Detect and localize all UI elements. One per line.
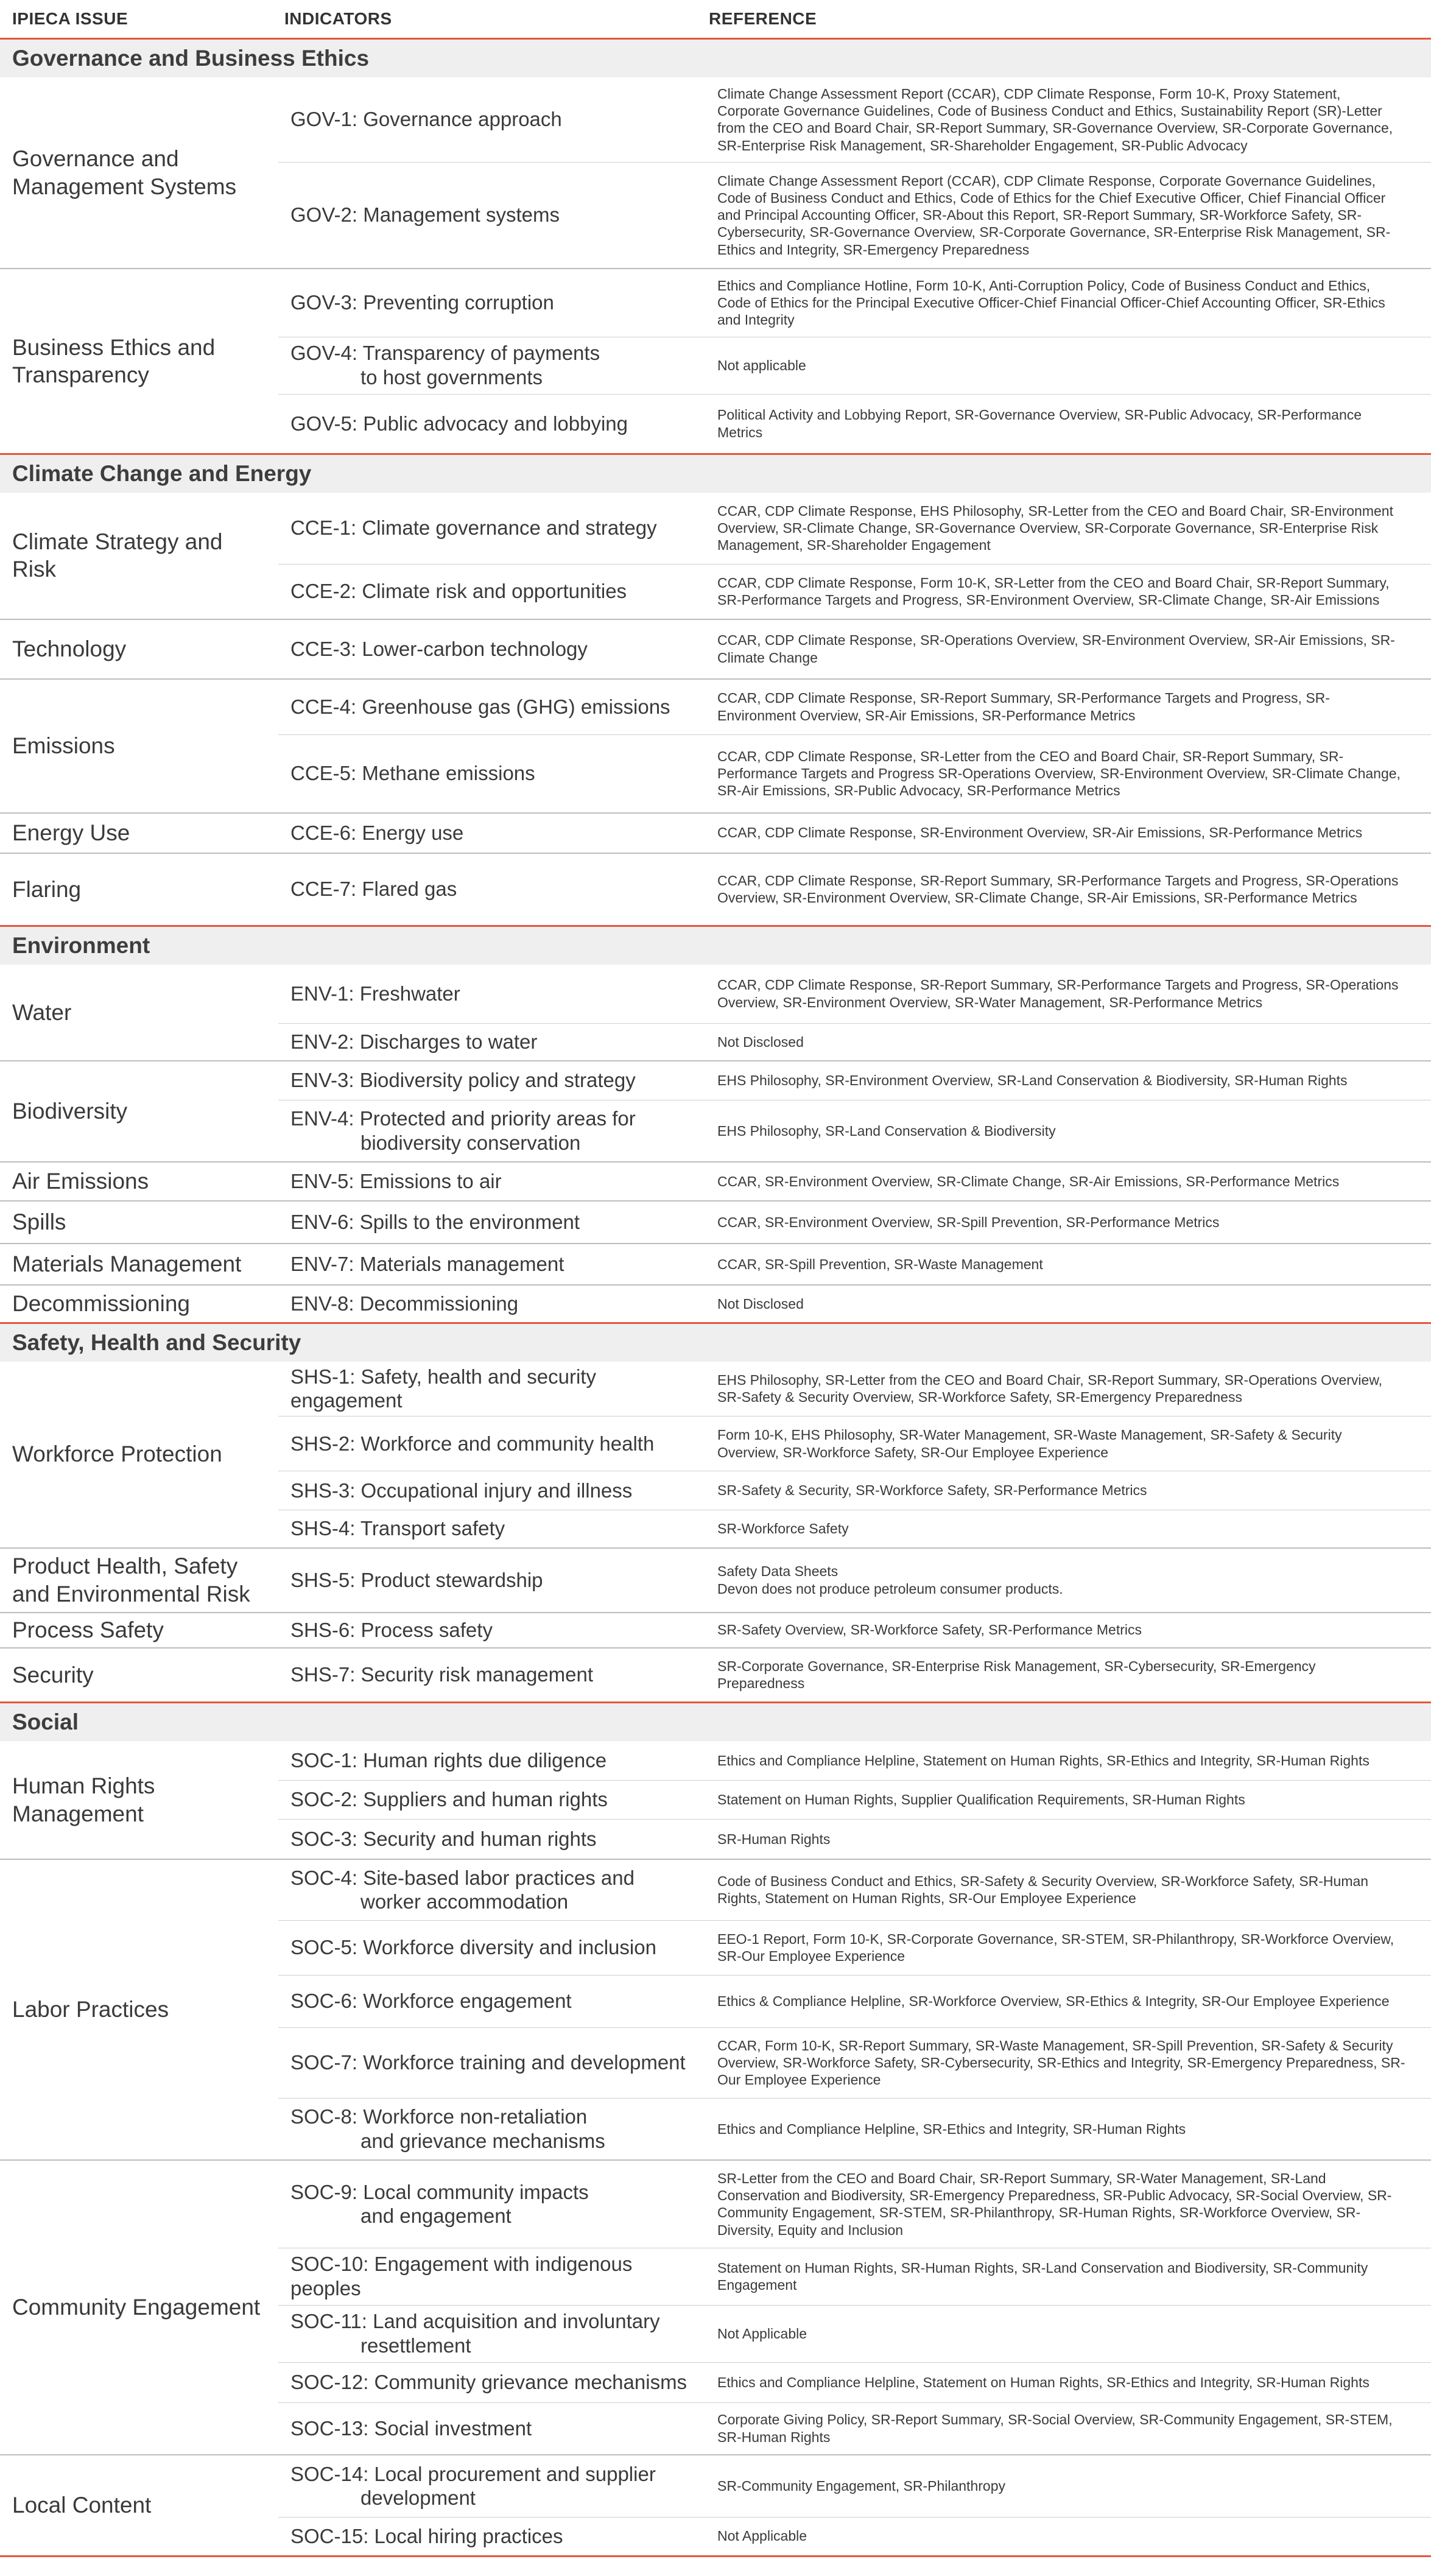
reference-cell: CCAR, CDP Climate Response, SR-Report Summary, SR-Performance Targets and Progress, SR-Environment Overview, SR-Air Emissions, SR-Performance Metrics [703,679,1431,735]
table-row [0,813,1431,853]
reference-cell: CCAR, SR-Spill Prevention, SR-Waste Management [703,1244,1431,1285]
indicator-cell [278,1244,703,1285]
indicator-cell [278,1201,703,1244]
section-title: Governance and Business Ethics [0,39,1431,78]
issue-cell: Human Rights Management [0,1741,278,1859]
indicator-cell [278,162,703,269]
table-row [0,1244,1431,1285]
indicator-label: SOC-1: Human rights due diligence [290,1748,607,1772]
reference-cell: Not Applicable [703,2517,1431,2556]
indicator-label: SHS-3: Occupational injury and illness [290,1479,633,1502]
section-row [0,1703,1431,1742]
issue-cell: Materials Management [0,1244,278,1285]
indicator-cell [278,965,703,1023]
indicator-cell [278,1510,703,1548]
indicator-label: SHS-1: Safety, health and security engagement [290,1365,596,1412]
reference-cell: EEO-1 Report, Form 10-K, SR-Corporate Governance, SR-STEM, SR-Philanthropy, SR-Workforce Overview, SR-Our Employee Experience [703,1920,1431,1975]
indicator-label: CCE-7: Flared gas [290,878,457,901]
reference-cell: SR-Workforce Safety [703,1510,1431,1548]
indicator-cell [278,2455,703,2517]
indicator-cell [278,1548,703,1613]
indicator-cell [278,1920,703,1975]
indicator-cell [278,735,703,813]
indicator-label-continued: resettlement [360,2334,471,2357]
issue-cell: Labor Practices [0,1859,278,2160]
indicator-label: SOC-12: Community grievance mechanisms [290,2371,687,2394]
indicator-cell [278,493,703,565]
reference-cell: Code of Business Conduct and Ethics, SR-Safety & Security Overview, SR-Workforce Safety, SR-Human Rights, Statement on Human Rights, SR-Our Employee Experience [703,1859,1431,1920]
table-row [0,1362,1431,1416]
indicator-label: SOC-4: Site-based labor practices and [290,1866,635,1889]
reference-cell: CCAR, SR-Environment Overview, SR-Spill Prevention, SR-Performance Metrics [703,1201,1431,1244]
reference-cell: CCAR, SR-Environment Overview, SR-Climate Change, SR-Air Emissions, SR-Performance Metrics [703,1162,1431,1201]
indicator-label: SOC-3: Security and human rights [290,1827,597,1850]
section-title: Safety, Health and Security [0,1323,1431,1362]
indicator-label: SOC-13: Social investment [290,2416,532,2440]
reference-cell: SR-Human Rights [703,1819,1431,1859]
indicator-cell [278,1975,703,2027]
indicator-cell [278,1859,703,1920]
table-row [0,1859,1431,1920]
indicator-label: SOC-9: Local community impacts [290,2180,589,2203]
table-row [0,1548,1431,1613]
indicator-cell [278,1741,703,1780]
table-row [0,1162,1431,1201]
table-row [0,1201,1431,1244]
reference-cell: CCAR, CDP Climate Response, SR-Report Summary, SR-Performance Targets and Progress, SR-Operations Overview, SR-Environment Overview, SR-Climate Change, SR-Air Emissions, SR-Performance Metrics [703,853,1431,926]
indicator-label: CCE-5: Methane emissions [290,762,535,785]
indicator-cell [278,1162,703,1201]
indicator-label-continued: development [360,2486,476,2510]
column-header-reference: REFERENCE [703,0,1431,39]
indicator-label: SHS-5: Product stewardship [290,1568,543,1591]
table-row [0,1061,1431,1100]
indicator-label: GOV-1: Governance approach [290,108,562,131]
indicator-label-continued: to host governments [360,366,543,389]
column-header-indicators: INDICATORS [278,0,703,39]
indicator-label: GOV-2: Management systems [290,203,560,227]
issue-cell: Water [0,965,278,1061]
reference-cell: SR-Community Engagement, SR-Philanthropy [703,2455,1431,2517]
indicator-label: SOC-14: Local procurement and supplier [290,2462,656,2485]
indicator-cell [278,2402,703,2455]
indicator-cell [278,813,703,853]
table-row [0,77,1431,162]
issue-cell: Workforce Protection [0,1362,278,1548]
reference-cell: Ethics and Compliance Helpline, Statement on Human Rights, SR-Ethics and Integrity, SR-Human Rights [703,1741,1431,1780]
reference-cell: Political Activity and Lobbying Report, SR-Governance Overview, SR-Public Advocacy, SR-Performance Metrics [703,394,1431,454]
indicator-cell [278,1780,703,1819]
indicator-cell [278,2027,703,2098]
indicator-label: CCE-3: Lower-carbon technology [290,637,588,660]
table-row [0,2160,1431,2248]
reference-cell: Climate Change Assessment Report (CCAR), CDP Climate Response, Form 10-K, Proxy Statement, Corporate Governance Guidelines, Code of Business Conduct and Ethics, Sustainability Report (SR)-Letter from the CEO and Board Chair, SR-Report Summary, SR-Governance Overview, SR-Corporate Governance, SR-Enterprise Risk Management, SR-Shareholder Engagement, SR-Public Advocacy [703,77,1431,162]
section-title: Climate Change and Energy [0,454,1431,493]
indicator-cell [278,2362,703,2402]
reference-cell: SR-Corporate Governance, SR-Enterprise Risk Management, SR-Cybersecurity, SR-Emergency Preparedness [703,1648,1431,1703]
reference-cell: EHS Philosophy, SR-Environment Overview, SR-Land Conservation & Biodiversity, SR-Human Rights [703,1061,1431,1100]
reference-cell: EHS Philosophy, SR-Land Conservation & Biodiversity [703,1100,1431,1162]
reference-cell: Statement on Human Rights, SR-Human Rights, SR-Land Conservation and Biodiversity, SR-Community Engagement [703,2248,1431,2305]
issue-cell: Governance and Management Systems [0,77,278,269]
reference-cell: Not Disclosed [703,1285,1431,1323]
column-header-issue: IPIECA ISSUE [0,0,278,39]
indicator-cell [278,1416,703,1471]
indicator-cell [278,2305,703,2362]
reference-cell: SR-Letter from the CEO and Board Chair, SR-Report Summary, SR-Water Management, SR-Land Conservation and Biodiversity, SR-Emergency Preparedness, SR-Public Advocacy, SR-Social Overview, SR-Community Engagement, SR-STEM, SR-Philanthropy, SR-Human Rights, SR-Workforce Overview, SR-Diversity, Equity and Inclusion [703,2160,1431,2248]
indicator-label: GOV-4: Transparency of payments [290,342,600,365]
section-row [0,926,1431,965]
indicator-cell [278,1023,703,1061]
indicator-label: SHS-4: Transport safety [290,1517,505,1540]
indicator-label-continued: and engagement [360,2205,512,2228]
reference-cell: CCAR, CDP Climate Response, SR-Report Summary, SR-Performance Targets and Progress, SR-Operations Overview, SR-Environment Overview, SR-Water Management, SR-Performance Metrics [703,965,1431,1023]
indicator-cell [278,77,703,162]
indicator-cell [278,1362,703,1416]
reference-cell: Not Disclosed [703,1023,1431,1061]
section-row [0,1323,1431,1362]
section-row [0,39,1431,78]
table-row [0,269,1431,337]
indicator-label: SHS-6: Process safety [290,1618,493,1641]
indicator-label: CCE-4: Greenhouse gas (GHG) emissions [290,695,670,718]
indicator-cell [278,1471,703,1510]
indicator-label: ENV-5: Emissions to air [290,1170,502,1193]
indicator-label: GOV-5: Public advocacy and lobbying [290,412,628,435]
indicator-cell [278,853,703,926]
indicator-label-continued: and grievance mechanisms [360,2129,605,2152]
issue-cell: Process Safety [0,1613,278,1648]
reference-cell: SR-Safety Overview, SR-Workforce Safety, SR-Performance Metrics [703,1613,1431,1648]
reference-cell: Statement on Human Rights, Supplier Qualification Requirements, SR-Human Rights [703,1780,1431,1819]
indicator-label: ENV-4: Protected and priority areas for [290,1107,636,1130]
issue-cell: Community Engagement [0,2160,278,2455]
issue-cell: Technology [0,619,278,679]
reference-line: Safety Data Sheets [717,1563,839,1580]
reference-cell: CCAR, CDP Climate Response, SR-Environment Overview, SR-Air Emissions, SR-Performance Metrics [703,813,1431,853]
indicator-cell [278,2248,703,2305]
indicator-label: CCE-1: Climate governance and strategy [290,516,657,540]
indicator-cell [278,1100,703,1162]
issue-cell: Biodiversity [0,1061,278,1162]
indicator-cell [278,1061,703,1100]
issue-cell: Security [0,1648,278,1703]
issue-cell: Flaring [0,853,278,926]
indicator-label: SHS-7: Security risk management [290,1663,594,1686]
section-row [0,454,1431,493]
reference-cell: Climate Change Assessment Report (CCAR), CDP Climate Response, Corporate Governance Guidelines, Code of Business Conduct and Ethics, Code of Ethics for the Chief Executive Officer, Chief Financial Officer and Principal Accounting Officer, SR-About this Report, SR-Report Summary, SR-Workforce Safety, SR-Cybersecurity, SR-Governance Overview, SR-Corporate Governance, SR-Enterprise Risk Management, SR-Ethics and Integrity, SR-Emergency Preparedness [703,162,1431,269]
reference-cell: Corporate Giving Policy, SR-Report Summary, SR-Social Overview, SR-Community Engagement, SR-STEM, SR-Human Rights [703,2402,1431,2455]
table-row [0,619,1431,679]
table-row [0,853,1431,926]
table-row [0,493,1431,565]
issue-cell: Local Content [0,2455,278,2556]
indicator-cell [278,1648,703,1703]
table-row [0,965,1431,1023]
reference-cell: SR-Safety & Security, SR-Workforce Safety, SR-Performance Metrics [703,1471,1431,1510]
indicator-label: GOV-3: Preventing corruption [290,291,554,314]
reference-cell: Not Applicable [703,2305,1431,2362]
section-title: Social [0,1703,1431,1742]
issue-cell: Spills [0,1201,278,1244]
indicator-label: ENV-6: Spills to the environment [290,1211,580,1234]
issue-cell: Product Health, Safety and Environmental Risk [0,1548,278,1613]
indicator-label: SOC-10: Engagement with indigenous peoples [290,2253,633,2300]
table-row [0,1613,1431,1648]
indicator-label: SOC-5: Workforce diversity and inclusion [290,1936,656,1959]
reference-cell: CCAR, CDP Climate Response, EHS Philosophy, SR-Letter from the CEO and Board Chair, SR-Environment Overview, SR-Climate Change, SR-Governance Overview, SR-Corporate Governance, SR-Enterprise Risk Management, SR-Shareholder Engagement [703,493,1431,565]
reference-cell: Ethics and Compliance Helpline, Statement on Human Rights, SR-Ethics and Integrity, SR-Human Rights [703,2362,1431,2402]
table-row [0,1741,1431,1780]
indicator-cell [278,337,703,394]
reference-cell: CCAR, CDP Climate Response, SR-Operations Overview, SR-Environment Overview, SR-Air Emissions, SR-Climate Change [703,619,1431,679]
indicator-label: CCE-6: Energy use [290,821,464,844]
indicator-cell [278,269,703,337]
issue-cell: Emissions [0,679,278,813]
table-row [0,1648,1431,1703]
indicator-cell [278,394,703,454]
indicator-label: CCE-2: Climate risk and opportunities [290,580,627,603]
indicator-cell [278,2160,703,2248]
indicator-cell [278,1819,703,1859]
indicator-label-continued: worker accommodation [360,1890,569,1913]
indicator-label: ENV-3: Biodiversity policy and strategy [290,1069,636,1092]
section-title: Environment [0,926,1431,965]
reference-note: Devon does not produce petroleum consumer products. [717,1580,1063,1597]
indicator-cell [278,2517,703,2556]
indicator-label: SOC-15: Local hiring practices [290,2524,563,2547]
reference-cell: CCAR, Form 10-K, SR-Report Summary, SR-Waste Management, SR-Spill Prevention, SR-Safety & Security Overview, SR-Workforce Safety, SR-Cybersecurity, SR-Ethics and Integrity, SR-Emergency Preparedness, SR-Our Employee Experience [703,2027,1431,2098]
reference-cell: Form 10-K, EHS Philosophy, SR-Water Management, SR-Waste Management, SR-Safety & Security Overview, SR-Workforce Safety, SR-Our Employee Experience [703,1416,1431,1471]
issue-cell: Air Emissions [0,1162,278,1201]
reference-cell: Ethics and Compliance Helpline, SR-Ethics and Integrity, SR-Human Rights [703,2098,1431,2160]
indicator-cell [278,565,703,619]
indicator-label: SHS-2: Workforce and community health [290,1432,655,1455]
issue-cell: Decommissioning [0,1285,278,1323]
indicator-label: ENV-2: Discharges to water [290,1030,538,1053]
indicator-label: SOC-11: Land acquisition and involuntary [290,2310,660,2333]
table-row [0,1285,1431,1323]
indicator-label: ENV-7: Materials management [290,1253,564,1276]
indicator-label: SOC-7: Workforce training and development [290,2051,686,2074]
indicator-cell [278,1613,703,1648]
reference-cell: Ethics & Compliance Helpline, SR-Workforce Overview, SR-Ethics & Integrity, SR-Our Employee Experience [703,1975,1431,2027]
indicator-label: SOC-2: Suppliers and human rights [290,1788,608,1811]
issue-cell: Energy Use [0,813,278,853]
reference-cell: CCAR, CDP Climate Response, Form 10-K, SR-Letter from the CEO and Board Chair, SR-Report Summary, SR-Performance Targets and Progress, SR-Environment Overview, SR-Climate Change, SR-Air Emissions [703,565,1431,619]
table-row [0,2455,1431,2517]
indicator-cell [278,1285,703,1323]
indicator-cell [278,2098,703,2160]
issue-cell: Climate Strategy and Risk [0,493,278,619]
table-header-row [0,0,1431,39]
indicator-label: SOC-8: Workforce non-retaliation [290,2105,588,2128]
indicator-cell [278,619,703,679]
table-row [0,679,1431,735]
reference-cell: CCAR, CDP Climate Response, SR-Letter from the CEO and Board Chair, SR-Report Summary, SR-Performance Targets and Progress SR-Operations Overview, SR-Environment Overview, SR-Climate Change, SR-Air Emissions, SR-Public Advocacy, SR-Performance Metrics [703,735,1431,813]
indicator-label: SOC-6: Workforce engagement [290,1990,572,2013]
indicator-cell [278,679,703,735]
reference-cell: EHS Philosophy, SR-Letter from the CEO and Board Chair, SR-Report Summary, SR-Operations Overview, SR-Safety & Security Overview, SR-Workforce Safety, SR-Emergency Preparedness [703,1362,1431,1416]
indicator-label-continued: biodiversity conservation [360,1131,581,1154]
indicator-label: ENV-1: Freshwater [290,982,460,1005]
reference-cell: Ethics and Compliance Hotline, Form 10-K, Anti-Corruption Policy, Code of Business Conduct and Ethics, Code of Ethics for the Principal Executive Officer-Chief Financial Officer-Chief Accounting Officer, SR-Ethics and Integrity [703,269,1431,337]
indicator-label: ENV-8: Decommissioning [290,1292,519,1315]
reference-cell: Not applicable [703,337,1431,394]
reference-cell [703,1548,1431,1613]
issue-cell: Business Ethics and Transparency [0,269,278,454]
